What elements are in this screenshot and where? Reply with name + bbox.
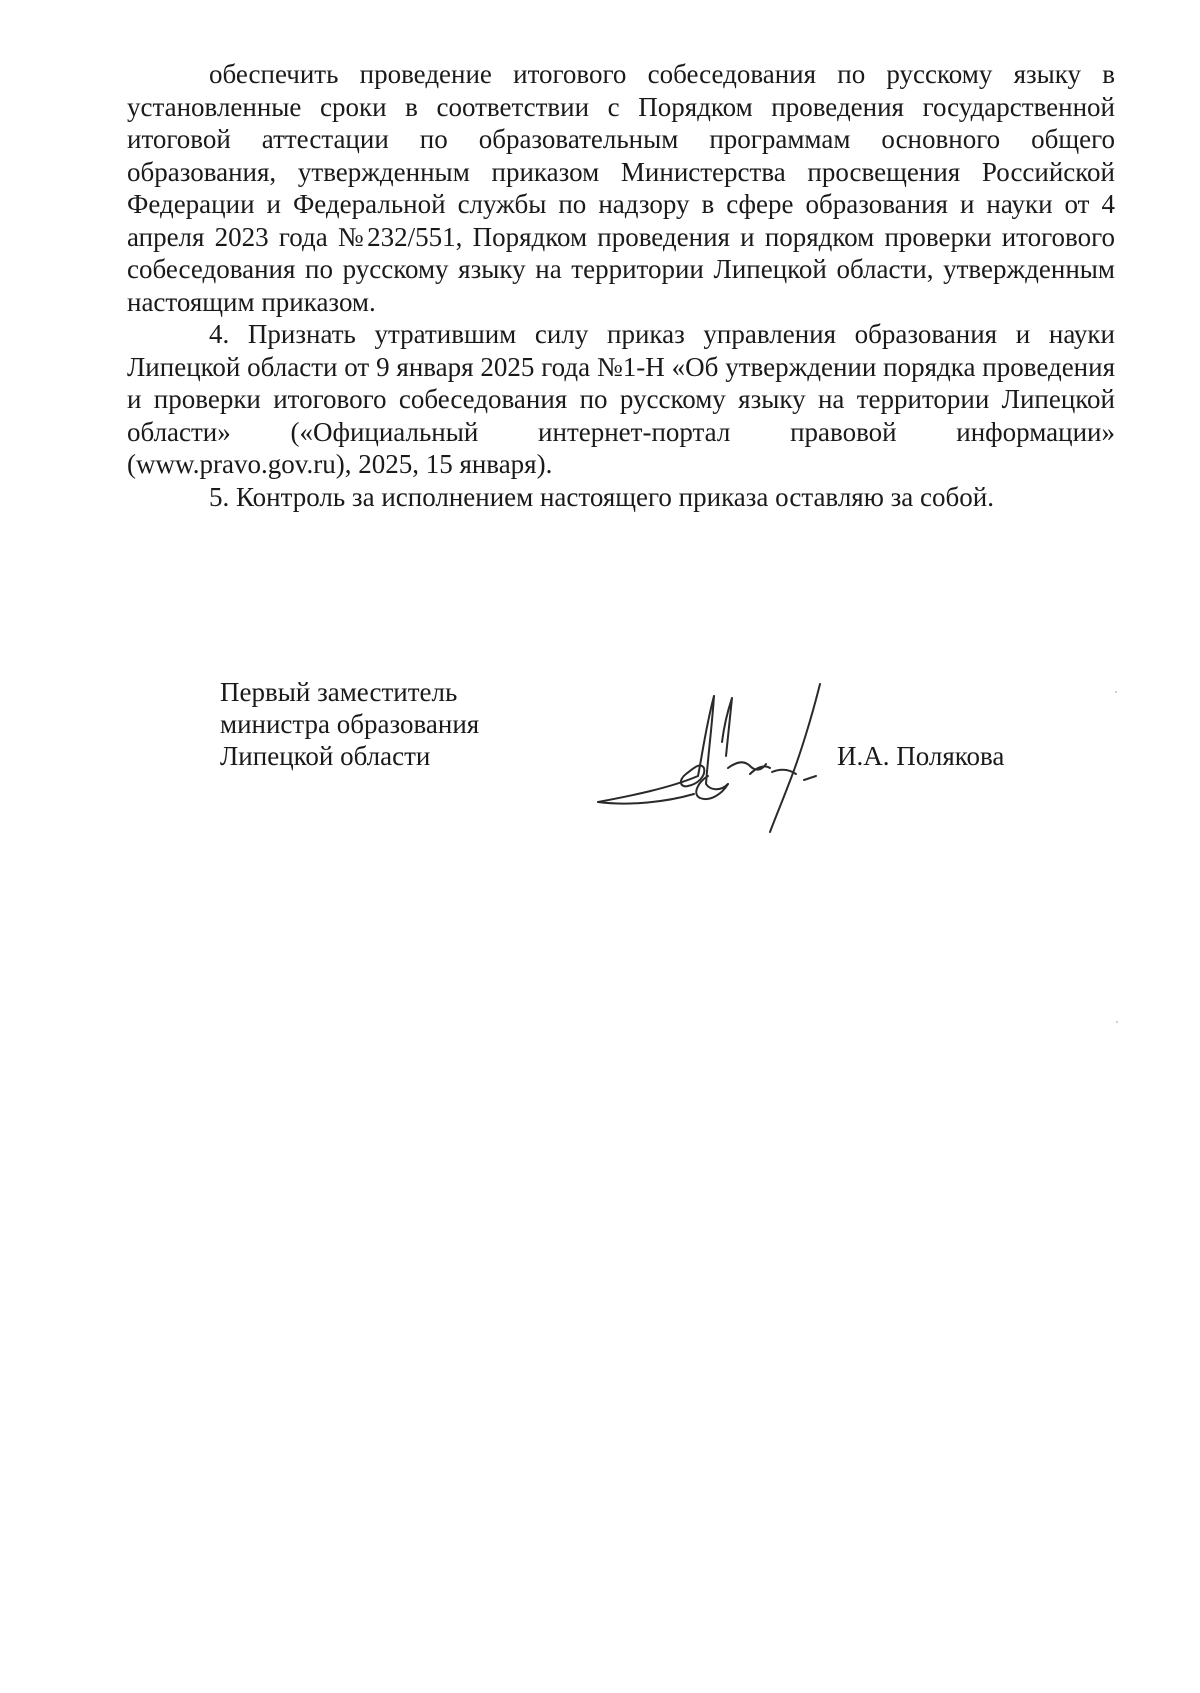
signatory-name: И.А. Полякова	[837, 741, 1005, 771]
signatory-title-line: Первый заместитель	[220, 677, 458, 707]
signatory-title-line: министра образования	[220, 709, 480, 739]
paragraph-item-4: 4. Признать утратившим силу приказ управления образования и науки Липецкой области от 9 января 2025 года №1-Н «Об утверждении порядка проведения и проверки итогового собеседования по русскому языку на территории Липецкой области» («Официальный интернет-портал правовой информации» (www.pravo.gov.ru), 2025, 15 января).	[127, 319, 1115, 479]
paragraph-item-5: 5. Контроль за исполнением настоящего приказа оставляю за собой.	[209, 481, 994, 512]
paragraph-duty: обеспечить проведение итогового собеседования по русскому языку в установленные сроки в соответствии с Порядком проведения государственной итоговой аттестации по образовательным программам основного общего образования, утвержденным приказом Министерства просвещения Российской Федерации и Федеральной службы по надзору в сфере образования и науки от 4 апреля 2023 года №232/551, Порядком проведения и порядком проверки итогового собеседования по русскому языку на территории Липецкой области, утвержденным настоящим приказом.	[127, 59, 1115, 317]
signatory-title-line: Липецкой области	[220, 741, 431, 771]
